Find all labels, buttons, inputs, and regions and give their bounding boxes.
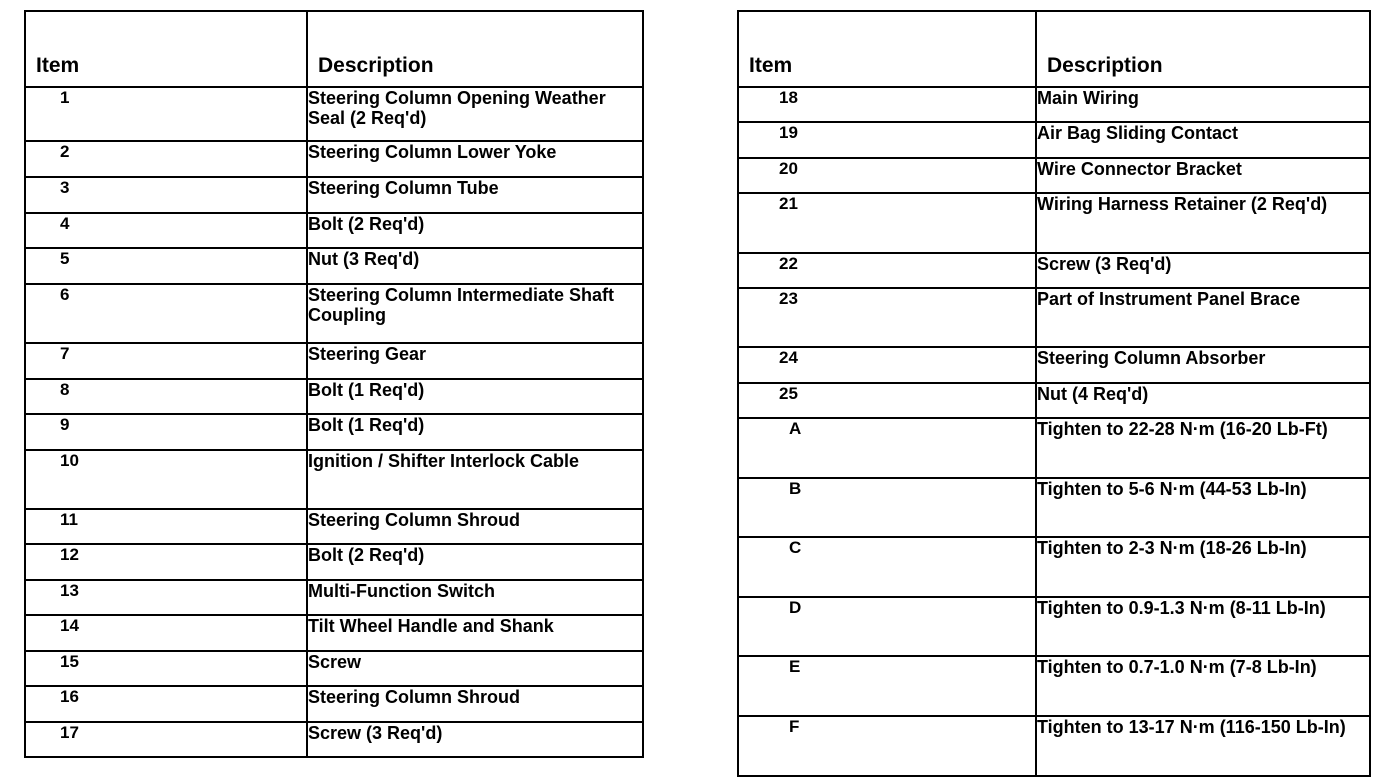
description-header: Description: [1036, 11, 1370, 87]
item-description: Tighten to 0.9-1.3 N·m (8-11 Lb-In): [1036, 597, 1370, 656]
item-number: 13: [25, 580, 307, 615]
table-row: [25, 580, 643, 615]
item-description: Screw (3 Req'd): [1036, 253, 1370, 288]
item-description: Steering Column Tube: [307, 177, 643, 213]
table-row: [738, 716, 1370, 776]
item-number: 21: [738, 193, 1036, 253]
item-description: Part of Instrument Panel Brace: [1036, 288, 1370, 347]
table-row: [738, 193, 1370, 253]
item-number: 5: [25, 248, 307, 284]
left-legend-table: [24, 10, 644, 758]
item-number: 11: [25, 509, 307, 544]
table-row: [25, 87, 643, 141]
table-row: [25, 686, 643, 722]
table-row: [738, 383, 1370, 418]
item-number: 18: [738, 87, 1036, 122]
item-description: Tighten to 2-3 N·m (18-26 Lb-In): [1036, 537, 1370, 597]
item-letter: C: [738, 537, 1036, 597]
item-number: 22: [738, 253, 1036, 288]
table-row: [738, 253, 1370, 288]
item-number: 19: [738, 122, 1036, 158]
item-description: Steering Column Shroud: [307, 686, 643, 722]
item-description: Tighten to 13-17 N·m (116-150 Lb-In): [1036, 716, 1370, 776]
table-row: [25, 722, 643, 757]
item-description: Steering Gear: [307, 343, 643, 379]
item-number: 1: [25, 87, 307, 141]
item-number: 20: [738, 158, 1036, 193]
item-description: Tighten to 5-6 N·m (44-53 Lb-In): [1036, 478, 1370, 537]
table-row: [25, 213, 643, 248]
item-description: Bolt (1 Req'd): [307, 379, 643, 414]
table-row: [25, 248, 643, 284]
table-row: [25, 284, 643, 343]
table-row: [738, 597, 1370, 656]
table-row: [25, 615, 643, 651]
item-number: 2: [25, 141, 307, 177]
item-description: Steering Column Shroud: [307, 509, 643, 544]
item-number: 16: [25, 686, 307, 722]
item-number: 9: [25, 414, 307, 450]
item-description: Bolt (2 Req'd): [307, 544, 643, 580]
item-letter: B: [738, 478, 1036, 537]
table-row: [738, 122, 1370, 158]
item-letter: F: [738, 716, 1036, 776]
item-description: Steering Column Intermediate Shaft Coupling: [307, 284, 643, 343]
item-description: Bolt (1 Req'd): [307, 414, 643, 450]
item-letter: D: [738, 597, 1036, 656]
table-row: [25, 343, 643, 379]
table-row: [738, 478, 1370, 537]
item-description: Main Wiring: [1036, 87, 1370, 122]
item-description: Air Bag Sliding Contact: [1036, 122, 1370, 158]
right-legend-table: [737, 10, 1371, 777]
table-row: [25, 651, 643, 686]
description-header: Description: [307, 11, 643, 87]
table-row: [25, 544, 643, 580]
table-row: [738, 418, 1370, 478]
item-description: Tighten to 0.7-1.0 N·m (7-8 Lb-In): [1036, 656, 1370, 716]
item-letter: E: [738, 656, 1036, 716]
item-description: Multi-Function Switch: [307, 580, 643, 615]
table-row: [738, 656, 1370, 716]
table-row: [25, 379, 643, 414]
table-row: [738, 347, 1370, 383]
item-description: Nut (3 Req'd): [307, 248, 643, 284]
table-row: [738, 288, 1370, 347]
item-description: Steering Column Lower Yoke: [307, 141, 643, 177]
item-letter: A: [738, 418, 1036, 478]
table-row: [25, 509, 643, 544]
table-row: [25, 450, 643, 509]
item-number: 7: [25, 343, 307, 379]
table-row: [738, 87, 1370, 122]
item-number: 14: [25, 615, 307, 651]
item-description: Nut (4 Req'd): [1036, 383, 1370, 418]
item-description: Screw (3 Req'd): [307, 722, 643, 757]
item-number: 6: [25, 284, 307, 343]
item-number: 15: [25, 651, 307, 686]
item-description: Wiring Harness Retainer (2 Req'd): [1036, 193, 1370, 253]
item-number: 17: [25, 722, 307, 757]
item-number: 24: [738, 347, 1036, 383]
item-description: Bolt (2 Req'd): [307, 213, 643, 248]
table-row: [25, 414, 643, 450]
item-description: Screw: [307, 651, 643, 686]
table-row: [25, 141, 643, 177]
table-row: [25, 177, 643, 213]
item-description: Steering Column Opening Weather Seal (2 Req'd): [307, 87, 643, 141]
item-description: Tighten to 22-28 N·m (16-20 Lb-Ft): [1036, 418, 1370, 478]
item-number: 3: [25, 177, 307, 213]
item-number: 12: [25, 544, 307, 580]
item-number: 10: [25, 450, 307, 509]
table-row: [738, 537, 1370, 597]
item-number: 4: [25, 213, 307, 248]
header-row: [738, 11, 1370, 87]
item-description: Wire Connector Bracket: [1036, 158, 1370, 193]
item-number: 25: [738, 383, 1036, 418]
item-number: 8: [25, 379, 307, 414]
item-description: Tilt Wheel Handle and Shank: [307, 615, 643, 651]
item-description: Steering Column Absorber: [1036, 347, 1370, 383]
item-header: Item: [25, 11, 307, 87]
item-description: Ignition / Shifter Interlock Cable: [307, 450, 643, 509]
header-row: [25, 11, 643, 87]
item-header: Item: [738, 11, 1036, 87]
table-row: [738, 158, 1370, 193]
item-number: 23: [738, 288, 1036, 347]
